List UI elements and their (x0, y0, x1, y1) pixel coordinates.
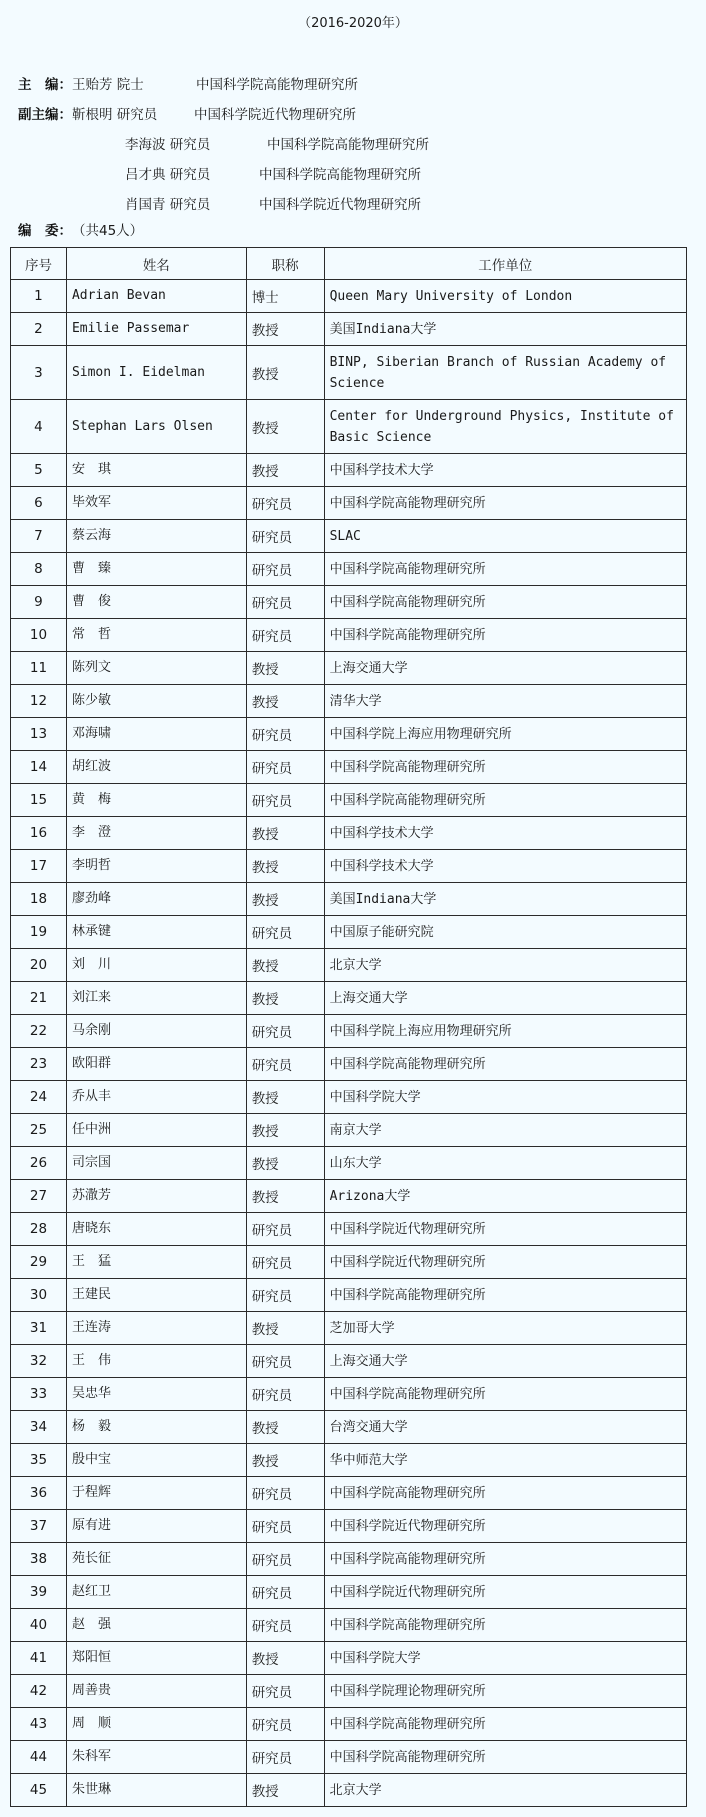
member-name: Adrian Bevan (66, 280, 246, 313)
table-row (11, 850, 687, 883)
member-affiliation: 中国科学院高能物理研究所 (324, 1609, 686, 1642)
member-name: 曹 臻 (66, 553, 246, 586)
member-affiliation: 北京大学 (324, 949, 686, 982)
row-index: 23 (11, 1048, 67, 1081)
table-row (11, 313, 687, 346)
table-row (11, 1081, 687, 1114)
table-row (11, 1675, 687, 1708)
member-affiliation: 中国科学院高能物理研究所 (324, 1477, 686, 1510)
member-title: 教授 (246, 883, 324, 916)
deputy-editor-name: 吕才典 研究员 (125, 167, 211, 183)
row-index: 15 (11, 784, 67, 817)
table-row (11, 949, 687, 982)
member-affiliation: 中国科学院大学 (324, 1081, 686, 1114)
member-affiliation: BINP, Siberian Branch of Russian Academy of Science (324, 346, 686, 400)
editorial-board-label: 编 委： (18, 223, 72, 239)
row-index: 10 (11, 619, 67, 652)
row-index: 33 (11, 1378, 67, 1411)
row-index: 7 (11, 520, 67, 553)
member-title: 博士 (246, 280, 324, 313)
table-row (11, 1609, 687, 1642)
member-title: 研究员 (246, 1345, 324, 1378)
table-row (11, 1312, 687, 1345)
row-index: 12 (11, 685, 67, 718)
member-name: 朱世琳 (66, 1774, 246, 1807)
row-index: 11 (11, 652, 67, 685)
table-row (11, 652, 687, 685)
member-affiliation: 中国科学院高能物理研究所 (324, 1279, 686, 1312)
table-row (11, 1741, 687, 1774)
member-name: 吴忠华 (66, 1378, 246, 1411)
member-title: 研究员 (246, 1213, 324, 1246)
member-affiliation: 中国科学技术大学 (324, 454, 686, 487)
member-name: 邓海啸 (66, 718, 246, 751)
header-index: 序号 (11, 248, 67, 280)
member-title: 教授 (246, 685, 324, 718)
member-title: 教授 (246, 1411, 324, 1444)
row-index: 19 (11, 916, 67, 949)
row-index: 13 (11, 718, 67, 751)
table-row (11, 1345, 687, 1378)
row-index: 44 (11, 1741, 67, 1774)
row-index: 25 (11, 1114, 67, 1147)
member-name: 曹 俊 (66, 586, 246, 619)
member-title: 教授 (246, 982, 324, 1015)
member-name: 赵红卫 (66, 1576, 246, 1609)
member-name: 马余刚 (66, 1015, 246, 1048)
member-name: 刘江来 (66, 982, 246, 1015)
table-row (11, 1048, 687, 1081)
member-title: 研究员 (246, 1279, 324, 1312)
member-name: 毕效军 (66, 487, 246, 520)
row-index: 20 (11, 949, 67, 982)
table-row (11, 520, 687, 553)
member-title: 教授 (246, 1147, 324, 1180)
member-title: 教授 (246, 1180, 324, 1213)
deputy-editor-line (18, 100, 356, 130)
member-name: 陈少敏 (66, 685, 246, 718)
table-row (11, 586, 687, 619)
row-index: 29 (11, 1246, 67, 1279)
member-affiliation: SLAC (324, 520, 686, 553)
table-row (11, 916, 687, 949)
member-affiliation: Queen Mary University of London (324, 280, 686, 313)
member-name: 殷中宝 (66, 1444, 246, 1477)
row-index: 40 (11, 1609, 67, 1642)
row-index: 6 (11, 487, 67, 520)
deputy-editor-org: 中国科学院高能物理研究所 (259, 167, 421, 183)
table-row (11, 1246, 687, 1279)
table-row (11, 1279, 687, 1312)
member-title: 教授 (246, 949, 324, 982)
member-title: 教授 (246, 400, 324, 454)
member-affiliation: 北京大学 (324, 1774, 686, 1807)
member-title: 研究员 (246, 1609, 324, 1642)
member-title: 教授 (246, 1444, 324, 1477)
member-title: 研究员 (246, 1477, 324, 1510)
table-row (11, 718, 687, 751)
row-index: 38 (11, 1543, 67, 1576)
editorial-board-count: （共45人） (72, 223, 144, 239)
row-index: 16 (11, 817, 67, 850)
member-affiliation: 中国原子能研究院 (324, 916, 686, 949)
member-affiliation: 中国科学院上海应用物理研究所 (324, 718, 686, 751)
member-affiliation: 中国科学院高能物理研究所 (324, 1708, 686, 1741)
member-name: Emilie Passemar (66, 313, 246, 346)
editor-in-chief-org: 中国科学院高能物理研究所 (196, 77, 358, 93)
member-name: 廖劲峰 (66, 883, 246, 916)
table-row (11, 1477, 687, 1510)
row-index: 24 (11, 1081, 67, 1114)
row-index: 26 (11, 1147, 67, 1180)
member-affiliation: 南京大学 (324, 1114, 686, 1147)
member-affiliation: 美国Indiana大学 (324, 313, 686, 346)
table-row (11, 553, 687, 586)
member-affiliation: 中国科学院高能物理研究所 (324, 1741, 686, 1774)
header-title: 职称 (246, 248, 324, 280)
row-index: 22 (11, 1015, 67, 1048)
member-title: 研究员 (246, 1576, 324, 1609)
deputy-editor-line (18, 190, 421, 220)
table-row (11, 1774, 687, 1807)
member-affiliation: Arizona大学 (324, 1180, 686, 1213)
member-name: 赵 强 (66, 1609, 246, 1642)
member-affiliation: 中国科学院高能物理研究所 (324, 1543, 686, 1576)
row-index: 17 (11, 850, 67, 883)
row-index: 9 (11, 586, 67, 619)
member-name: 乔从丰 (66, 1081, 246, 1114)
member-title: 教授 (246, 454, 324, 487)
member-affiliation: 上海交通大学 (324, 652, 686, 685)
header-name: 姓名 (66, 248, 246, 280)
row-index: 30 (11, 1279, 67, 1312)
member-name: 欧阳群 (66, 1048, 246, 1081)
table-row (11, 817, 687, 850)
member-title: 研究员 (246, 718, 324, 751)
member-affiliation: 华中师范大学 (324, 1444, 686, 1477)
row-index: 32 (11, 1345, 67, 1378)
member-name: 周善贵 (66, 1675, 246, 1708)
row-index: 35 (11, 1444, 67, 1477)
member-title: 研究员 (246, 784, 324, 817)
member-title: 教授 (246, 817, 324, 850)
row-index: 1 (11, 280, 67, 313)
row-index: 2 (11, 313, 67, 346)
member-name: 刘 川 (66, 949, 246, 982)
member-title: 研究员 (246, 1378, 324, 1411)
member-affiliation: 中国科学院大学 (324, 1642, 686, 1675)
member-title: 教授 (246, 1081, 324, 1114)
table-row (11, 685, 687, 718)
deputy-editor-org: 中国科学院近代物理研究所 (259, 197, 421, 213)
member-title: 教授 (246, 652, 324, 685)
member-title: 研究员 (246, 1543, 324, 1576)
editor-in-chief-label: 主 编： (18, 77, 72, 93)
member-name: 林承键 (66, 916, 246, 949)
editor-in-chief-line (18, 70, 358, 100)
member-affiliation: 芝加哥大学 (324, 1312, 686, 1345)
member-name: 常 哲 (66, 619, 246, 652)
member-affiliation: 中国科学院高能物理研究所 (324, 586, 686, 619)
period-heading: （2016-2020年） (298, 16, 408, 31)
member-affiliation: 中国科学院近代物理研究所 (324, 1576, 686, 1609)
member-name: 黄 梅 (66, 784, 246, 817)
row-index: 43 (11, 1708, 67, 1741)
member-affiliation: 中国科学院高能物理研究所 (324, 751, 686, 784)
member-affiliation: 中国科学技术大学 (324, 850, 686, 883)
member-title: 研究员 (246, 1015, 324, 1048)
row-index: 39 (11, 1576, 67, 1609)
member-title: 研究员 (246, 916, 324, 949)
member-name: 杨 毅 (66, 1411, 246, 1444)
members-table (10, 247, 687, 1807)
member-name: 王 伟 (66, 1345, 246, 1378)
member-title: 教授 (246, 1642, 324, 1675)
member-affiliation: 中国科学技术大学 (324, 817, 686, 850)
table-row (11, 1411, 687, 1444)
table-row (11, 751, 687, 784)
member-name: 苏潵芳 (66, 1180, 246, 1213)
member-affiliation: 中国科学院高能物理研究所 (324, 487, 686, 520)
deputy-editor-line (18, 130, 429, 160)
member-name: 陈列文 (66, 652, 246, 685)
member-affiliation: 中国科学院近代物理研究所 (324, 1510, 686, 1543)
member-name: 郑阳恒 (66, 1642, 246, 1675)
member-title: 教授 (246, 346, 324, 400)
member-title: 教授 (246, 1312, 324, 1345)
row-index: 18 (11, 883, 67, 916)
table-row (11, 1444, 687, 1477)
deputy-editor-org: 中国科学院近代物理研究所 (194, 107, 356, 123)
editors-block (18, 70, 429, 220)
table-row (11, 1510, 687, 1543)
header-affiliation: 工作单位 (324, 248, 686, 280)
editor-in-chief-name: 王贻芳 院士 (72, 77, 144, 93)
table-row (11, 1180, 687, 1213)
member-affiliation: 清华大学 (324, 685, 686, 718)
member-affiliation: 美国Indiana大学 (324, 883, 686, 916)
member-name: 周 顺 (66, 1708, 246, 1741)
table-row (11, 346, 687, 400)
row-index: 42 (11, 1675, 67, 1708)
member-name: 王建民 (66, 1279, 246, 1312)
deputy-editor-name: 肖国青 研究员 (125, 197, 211, 213)
member-affiliation: 中国科学院高能物理研究所 (324, 1378, 686, 1411)
member-title: 研究员 (246, 1048, 324, 1081)
table-row (11, 1708, 687, 1741)
member-title: 研究员 (246, 586, 324, 619)
table-row (11, 1576, 687, 1609)
row-index: 36 (11, 1477, 67, 1510)
member-title: 教授 (246, 1114, 324, 1147)
row-index: 4 (11, 400, 67, 454)
member-affiliation: 中国科学院高能物理研究所 (324, 619, 686, 652)
table-row (11, 1543, 687, 1576)
members-table-body (11, 280, 687, 1807)
member-title: 教授 (246, 850, 324, 883)
deputy-editor-line (18, 160, 421, 190)
member-name: 胡红波 (66, 751, 246, 784)
member-affiliation: 中国科学院高能物理研究所 (324, 784, 686, 817)
member-affiliation: 中国科学院上海应用物理研究所 (324, 1015, 686, 1048)
member-affiliation: 上海交通大学 (324, 982, 686, 1015)
member-affiliation: 中国科学院近代物理研究所 (324, 1246, 686, 1279)
member-affiliation: Center for Underground Physics, Institute of Basic Science (324, 400, 686, 454)
member-affiliation: 台湾交通大学 (324, 1411, 686, 1444)
member-name: Stephan Lars Olsen (66, 400, 246, 454)
member-affiliation: 中国科学院高能物理研究所 (324, 1048, 686, 1081)
table-row (11, 1147, 687, 1180)
member-name: 朱科军 (66, 1741, 246, 1774)
deputy-editor-name: 李海波 研究员 (125, 137, 211, 153)
row-index: 27 (11, 1180, 67, 1213)
member-name: 于程辉 (66, 1477, 246, 1510)
table-row (11, 784, 687, 817)
member-affiliation: 上海交通大学 (324, 1345, 686, 1378)
member-title: 研究员 (246, 619, 324, 652)
member-title: 教授 (246, 1774, 324, 1807)
member-title: 研究员 (246, 520, 324, 553)
row-index: 28 (11, 1213, 67, 1246)
member-title: 研究员 (246, 487, 324, 520)
table-row (11, 1015, 687, 1048)
table-row (11, 883, 687, 916)
row-index: 31 (11, 1312, 67, 1345)
row-index: 41 (11, 1642, 67, 1675)
member-affiliation: 中国科学院高能物理研究所 (324, 553, 686, 586)
row-index: 8 (11, 553, 67, 586)
table-header-row (11, 248, 687, 280)
member-title: 研究员 (246, 1510, 324, 1543)
member-title: 研究员 (246, 1741, 324, 1774)
member-name: Simon I. Eidelman (66, 346, 246, 400)
member-name: 任中洲 (66, 1114, 246, 1147)
row-index: 14 (11, 751, 67, 784)
member-name: 司宗国 (66, 1147, 246, 1180)
table-row (11, 454, 687, 487)
table-row (11, 487, 687, 520)
table-row (11, 280, 687, 313)
member-name: 唐晓东 (66, 1213, 246, 1246)
table-row (11, 982, 687, 1015)
deputy-editor-org: 中国科学院高能物理研究所 (267, 137, 429, 153)
row-index: 21 (11, 982, 67, 1015)
row-index: 34 (11, 1411, 67, 1444)
member-title: 研究员 (246, 1675, 324, 1708)
table-row (11, 400, 687, 454)
member-name: 李 澄 (66, 817, 246, 850)
member-name: 安 琪 (66, 454, 246, 487)
editorial-board-heading (18, 219, 143, 239)
member-name: 王 猛 (66, 1246, 246, 1279)
table-row (11, 1642, 687, 1675)
member-name: 原有进 (66, 1510, 246, 1543)
table-row (11, 1114, 687, 1147)
member-name: 王连涛 (66, 1312, 246, 1345)
member-name: 蔡云海 (66, 520, 246, 553)
table-row (11, 619, 687, 652)
member-name: 苑长征 (66, 1543, 246, 1576)
member-affiliation: 中国科学院近代物理研究所 (324, 1213, 686, 1246)
deputy-editor-name: 靳根明 研究员 (72, 107, 158, 123)
member-name: 李明哲 (66, 850, 246, 883)
row-index: 3 (11, 346, 67, 400)
member-title: 研究员 (246, 1246, 324, 1279)
row-index: 37 (11, 1510, 67, 1543)
table-row (11, 1378, 687, 1411)
row-index: 5 (11, 454, 67, 487)
member-title: 研究员 (246, 751, 324, 784)
member-affiliation: 山东大学 (324, 1147, 686, 1180)
row-index: 45 (11, 1774, 67, 1807)
member-title: 教授 (246, 313, 324, 346)
member-title: 研究员 (246, 553, 324, 586)
table-row (11, 1213, 687, 1246)
member-title: 研究员 (246, 1708, 324, 1741)
deputy-editor-label: 副主编： (18, 107, 72, 123)
member-affiliation: 中国科学院理论物理研究所 (324, 1675, 686, 1708)
